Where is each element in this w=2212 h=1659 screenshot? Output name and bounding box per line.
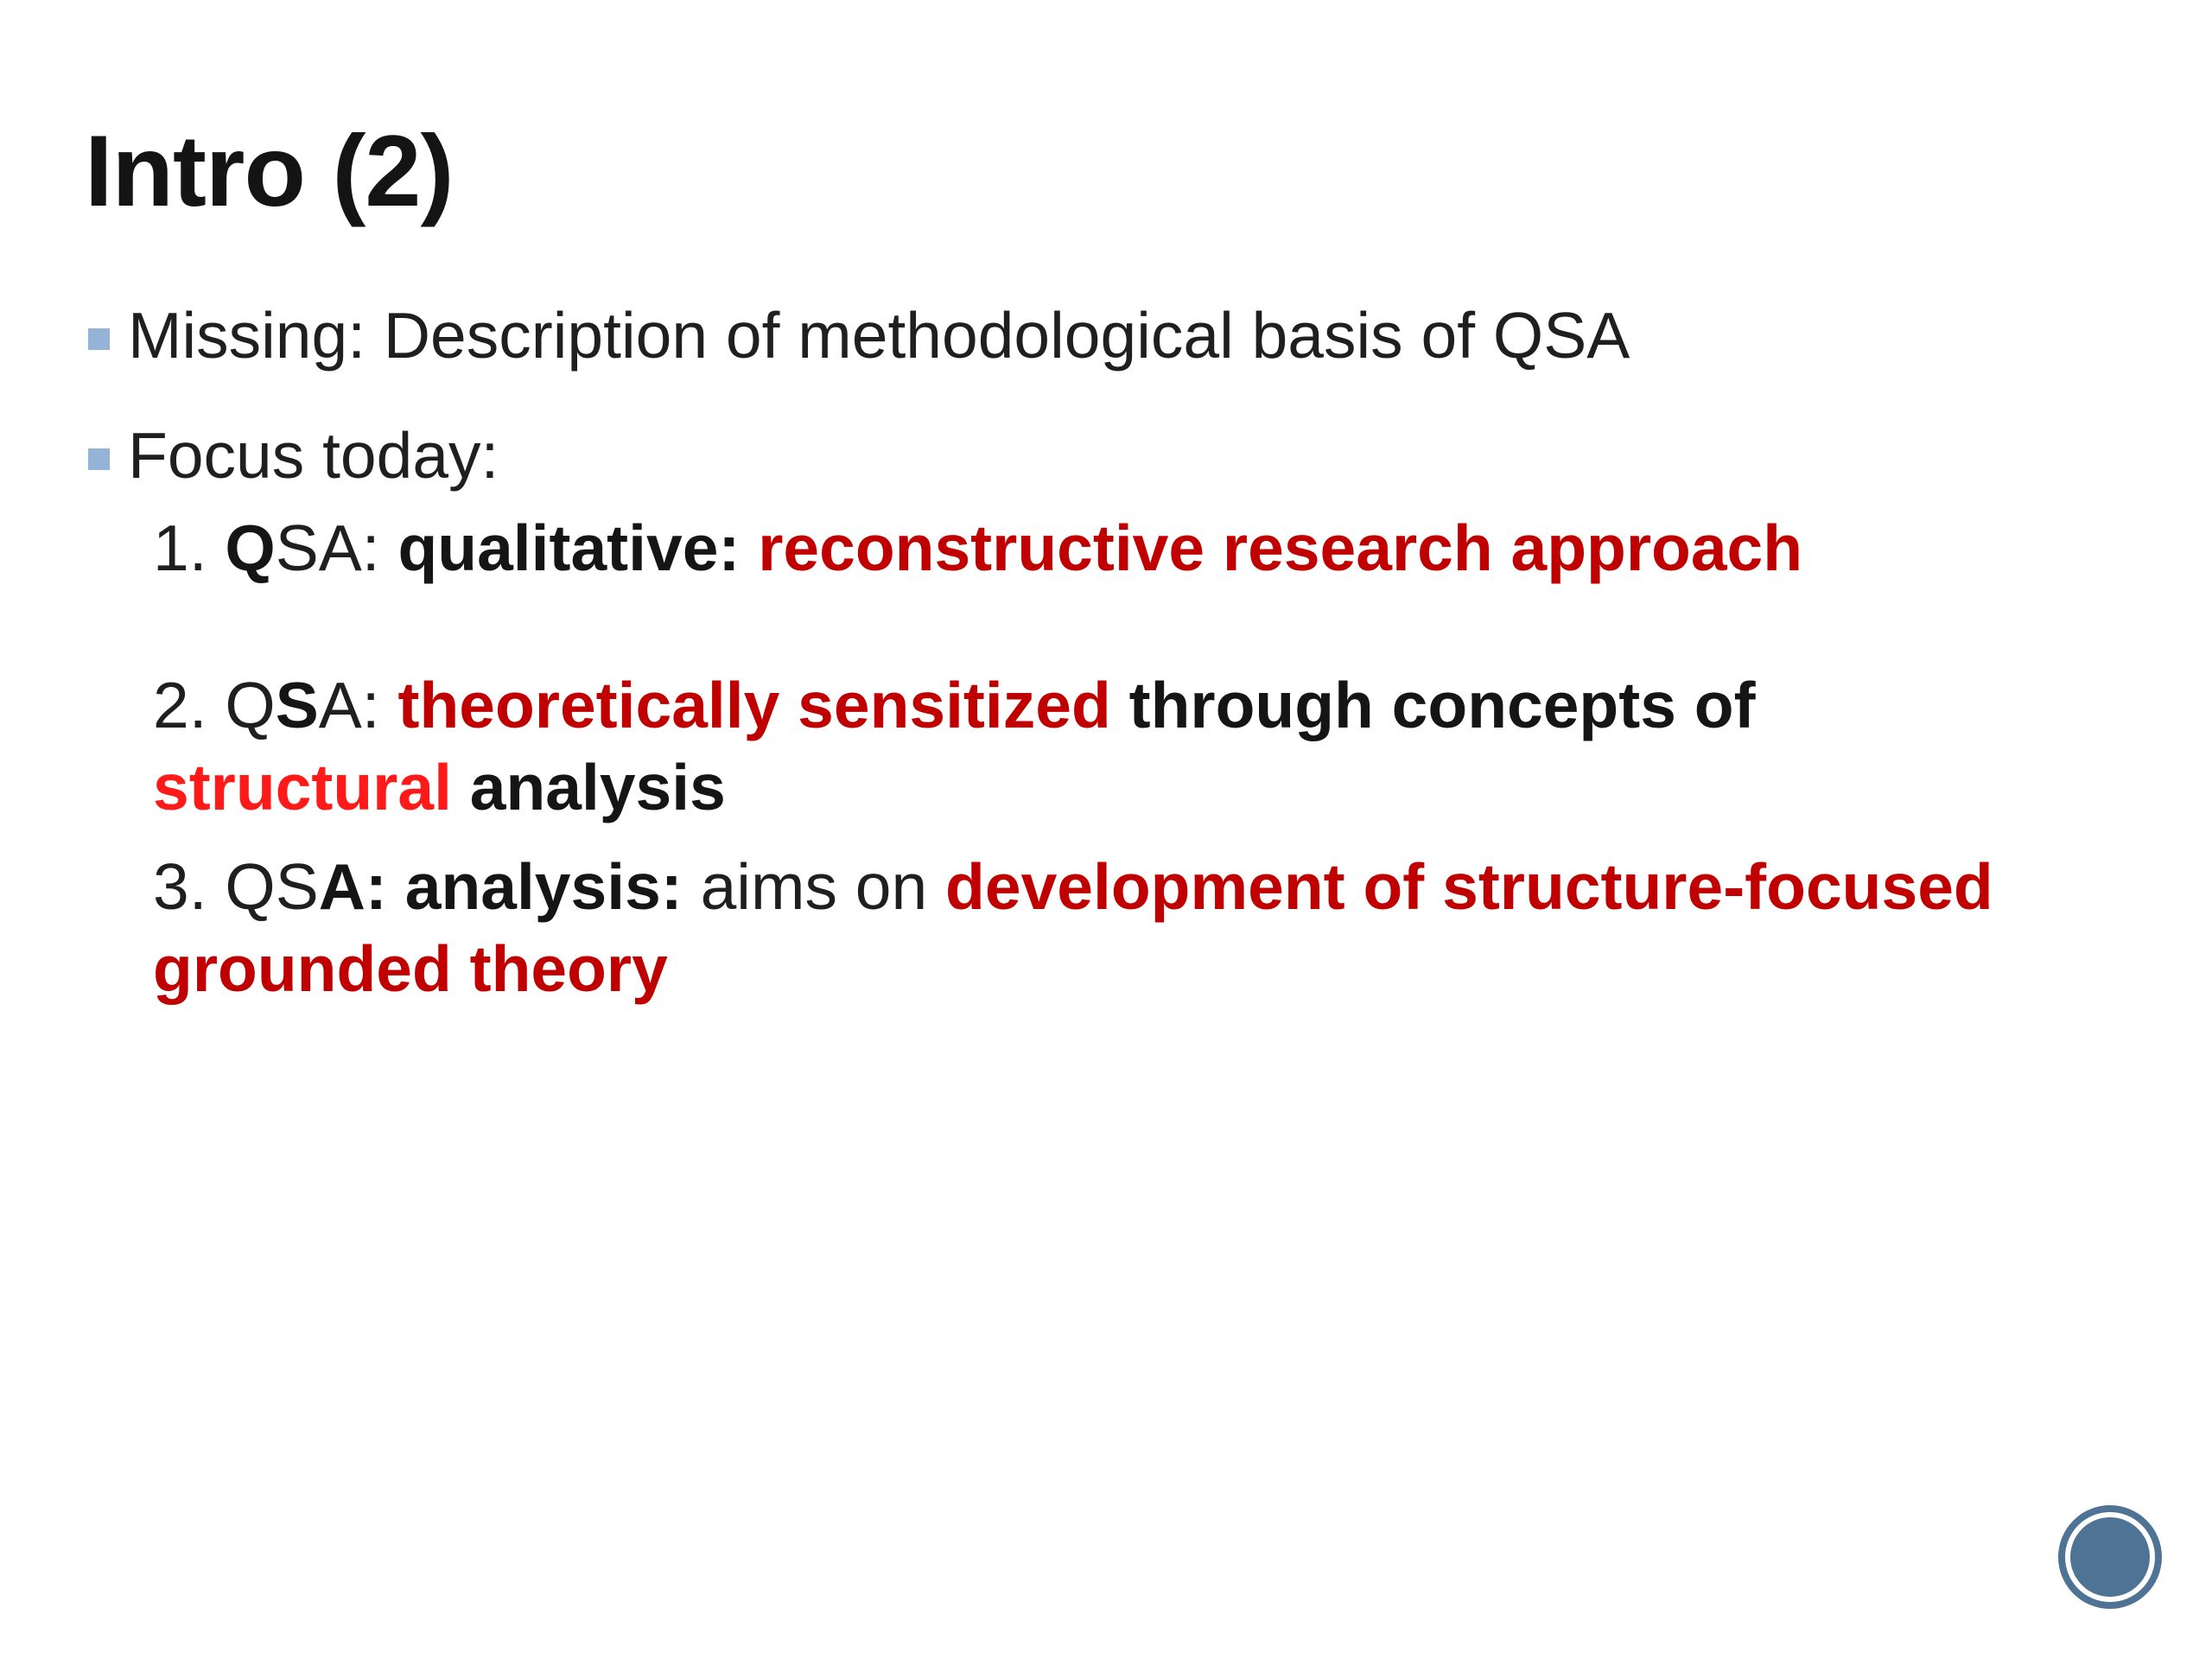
numbered-item-1 xyxy=(153,507,1802,589)
slide-number-circle-icon xyxy=(2058,1505,2162,1609)
text-segment: 2. Q xyxy=(153,669,276,741)
text-line xyxy=(153,846,1993,928)
text-segment: through concepts of xyxy=(1110,669,1756,741)
numbered-item-2 xyxy=(153,664,1756,829)
text-line xyxy=(153,747,1756,829)
text-segment: structural xyxy=(153,751,452,823)
square-bullet-icon xyxy=(88,448,110,470)
text-segment: grounded theory xyxy=(153,932,668,1005)
text-segment: qualitative: xyxy=(397,512,759,584)
text-line xyxy=(153,664,1756,747)
text-segment: A: xyxy=(318,850,405,923)
text-segment: analysis xyxy=(451,751,726,823)
slide-number-circle-inner-ring xyxy=(2065,1512,2155,1602)
text-segment: theoretically sensitized xyxy=(397,669,1111,741)
numbered-item-3 xyxy=(153,846,1993,1010)
square-bullet-icon xyxy=(88,328,110,350)
text-segment: aims on xyxy=(700,850,946,923)
text-segment: A: xyxy=(318,669,398,741)
text-segment: 1. xyxy=(153,512,226,584)
text-segment: S xyxy=(275,669,319,741)
text-segment: Q xyxy=(225,512,276,584)
text-segment: analysis: xyxy=(404,850,701,923)
text-line xyxy=(153,507,1802,589)
bullet-item xyxy=(88,299,1630,372)
text-segment: development of structure-focused xyxy=(945,850,1993,923)
slide-title: Intro (2) xyxy=(85,114,454,227)
text-segment: reconstructive research approach xyxy=(758,512,1803,584)
text-segment: SA: xyxy=(275,512,398,584)
text-line xyxy=(153,928,1993,1010)
bullet-text-focus-today: Focus today: xyxy=(128,419,499,492)
text-segment: 3. QS xyxy=(153,850,319,923)
bullet-item xyxy=(88,419,499,492)
bullet-text-missing: Missing: Description of methodological basis of QSA xyxy=(128,299,1630,372)
